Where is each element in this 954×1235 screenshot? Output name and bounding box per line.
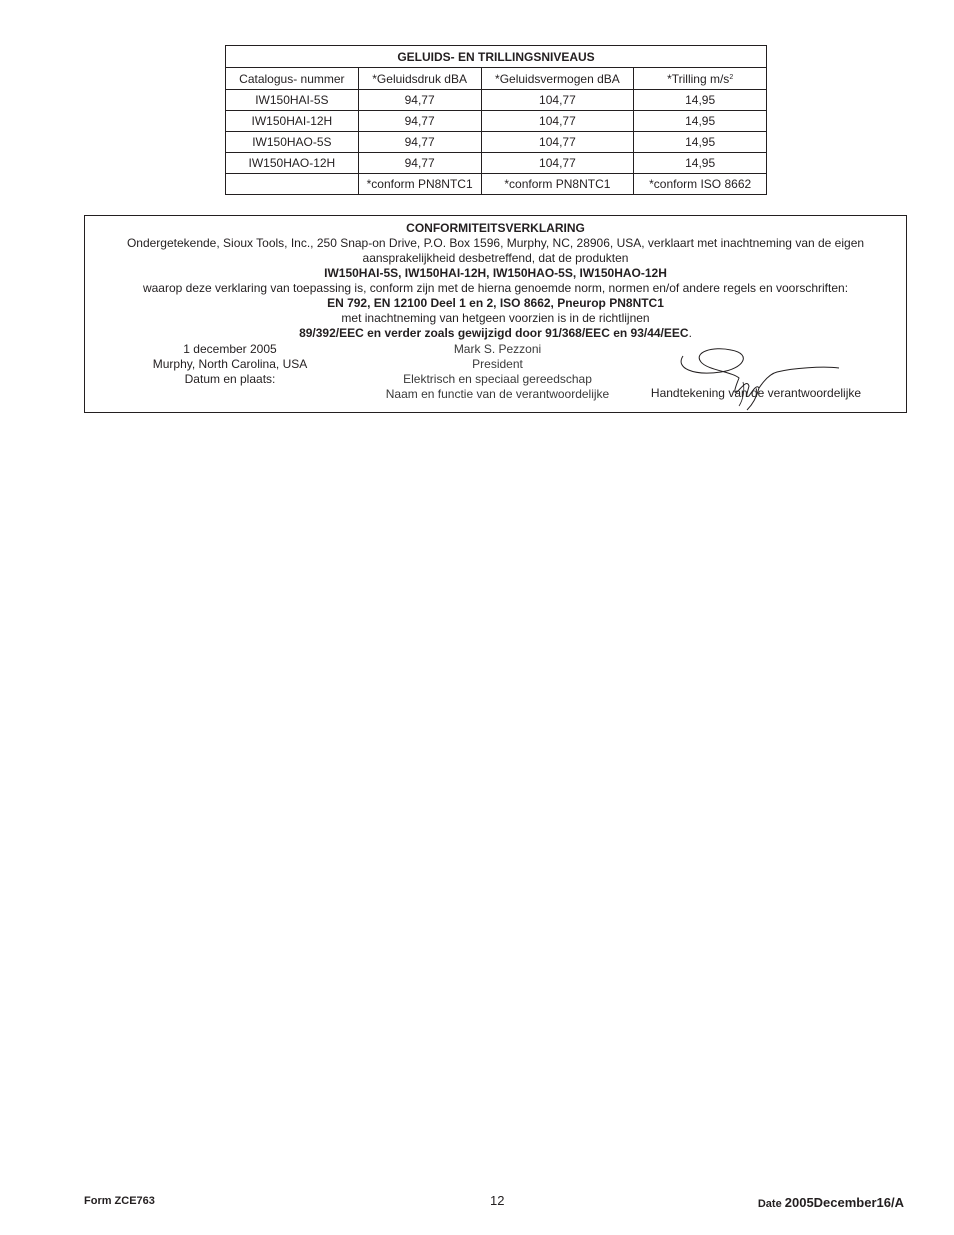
table-row bbox=[226, 90, 767, 111]
cell-pressure: 94,77 bbox=[358, 153, 481, 174]
declaration-directives-end: . bbox=[688, 326, 692, 340]
signer-name: Mark S. Pezzoni bbox=[453, 342, 542, 356]
header-catalog: Catalogus- nummer bbox=[226, 68, 359, 90]
signer-block bbox=[365, 342, 630, 402]
cell-power: 104,77 bbox=[481, 90, 634, 111]
declaration-date: 1 december 2005 bbox=[183, 342, 277, 356]
cell-vibration: 14,95 bbox=[634, 111, 767, 132]
table-row bbox=[226, 111, 767, 132]
declaration-liability-line: aansprakelijkheid desbetreffend, dat de produkten bbox=[362, 251, 629, 265]
table-row bbox=[226, 132, 767, 153]
declaration-products: IW150HAI-5S, IW150HAI-12H, IW150HAO-5S, IW150HAO-12H bbox=[324, 266, 667, 280]
cell-power: 104,77 bbox=[481, 153, 634, 174]
declaration-directives-line bbox=[85, 326, 906, 341]
header-vibration-label: *Trilling m/s bbox=[667, 71, 730, 86]
signer-title: President bbox=[472, 357, 523, 371]
footnote-empty bbox=[226, 174, 359, 195]
footnote-power: *conform PN8NTC1 bbox=[481, 174, 634, 195]
declaration-place: Murphy, North Carolina, USA bbox=[152, 357, 308, 371]
cell-pressure: 94,77 bbox=[358, 90, 481, 111]
table-header-row bbox=[226, 68, 767, 90]
declaration-conformity-line: waarop deze verklaring van toepassing is, conform zijn met de hierna genoemde norm, normen en/of andere regels en voorschriften: bbox=[142, 281, 849, 295]
signer-label: Naam en functie van de verantwoordelijke bbox=[385, 387, 610, 401]
declaration-intro-line: Ondergetekende, Sioux Tools, Inc., 250 Snap-on Drive, P.O. Box 1596, Murphy, NC, 28906, USA, verklaart met inachtneming van de eigen bbox=[126, 236, 865, 250]
date-place-block bbox=[130, 342, 330, 387]
date-place-label: Datum en plaats: bbox=[184, 372, 276, 386]
header-vibration-sup: 2 bbox=[729, 73, 734, 81]
header-sound-pressure: *Geluidsdruk dBA bbox=[358, 68, 481, 90]
cell-vibration: 14,95 bbox=[634, 153, 767, 174]
signature-label: Handtekening van de verantwoordelijke bbox=[650, 386, 862, 400]
cell-pressure: 94,77 bbox=[358, 132, 481, 153]
declaration-title: CONFORMITEITSVERKLARING bbox=[406, 221, 585, 235]
cell-catalog: IW150HAI-12H bbox=[226, 111, 359, 132]
header-sound-power: *Geluidsvermogen dBA bbox=[481, 68, 634, 90]
cell-vibration: 14,95 bbox=[634, 132, 767, 153]
table-row bbox=[226, 153, 767, 174]
page-number: 12 bbox=[490, 1193, 505, 1208]
declaration-of-conformity bbox=[84, 215, 907, 413]
cell-power: 104,77 bbox=[481, 111, 634, 132]
cell-catalog: IW150HAI-5S bbox=[226, 90, 359, 111]
declaration-standards: EN 792, EN 12100 Deel 1 en 2, ISO 8662, Pneurop PN8NTC1 bbox=[327, 296, 664, 310]
table-footnote-row bbox=[226, 174, 767, 195]
form-number: Form ZCE763 bbox=[84, 1195, 155, 1207]
form-date-value: 2005December16/A bbox=[784, 1195, 904, 1210]
cell-power: 104,77 bbox=[481, 132, 634, 153]
table-title: GELUIDS- EN TRILLINGSNIVEAUS bbox=[226, 46, 767, 68]
header-vibration bbox=[634, 68, 767, 90]
form-date-prefix: Date bbox=[757, 1198, 785, 1210]
signer-department: Elektrisch en speciaal gereedschap bbox=[403, 372, 592, 386]
cell-vibration: 14,95 bbox=[634, 90, 767, 111]
declaration-directives: 89/392/EEC en verder zoals gewijzigd door 91/368/EEC en 93/44/EEC bbox=[299, 326, 689, 340]
form-date bbox=[758, 1195, 904, 1210]
cell-catalog: IW150HAO-5S bbox=[226, 132, 359, 153]
footnote-pressure: *conform PN8NTC1 bbox=[358, 174, 481, 195]
handwritten-signature bbox=[673, 342, 843, 412]
declaration-directives-intro: met inachtneming van hetgeen voorzien is in de richtlijnen bbox=[341, 311, 650, 325]
noise-vibration-table bbox=[225, 45, 767, 195]
cell-catalog: IW150HAO-12H bbox=[226, 153, 359, 174]
cell-pressure: 94,77 bbox=[358, 111, 481, 132]
footnote-vibration: *conform ISO 8662 bbox=[634, 174, 767, 195]
